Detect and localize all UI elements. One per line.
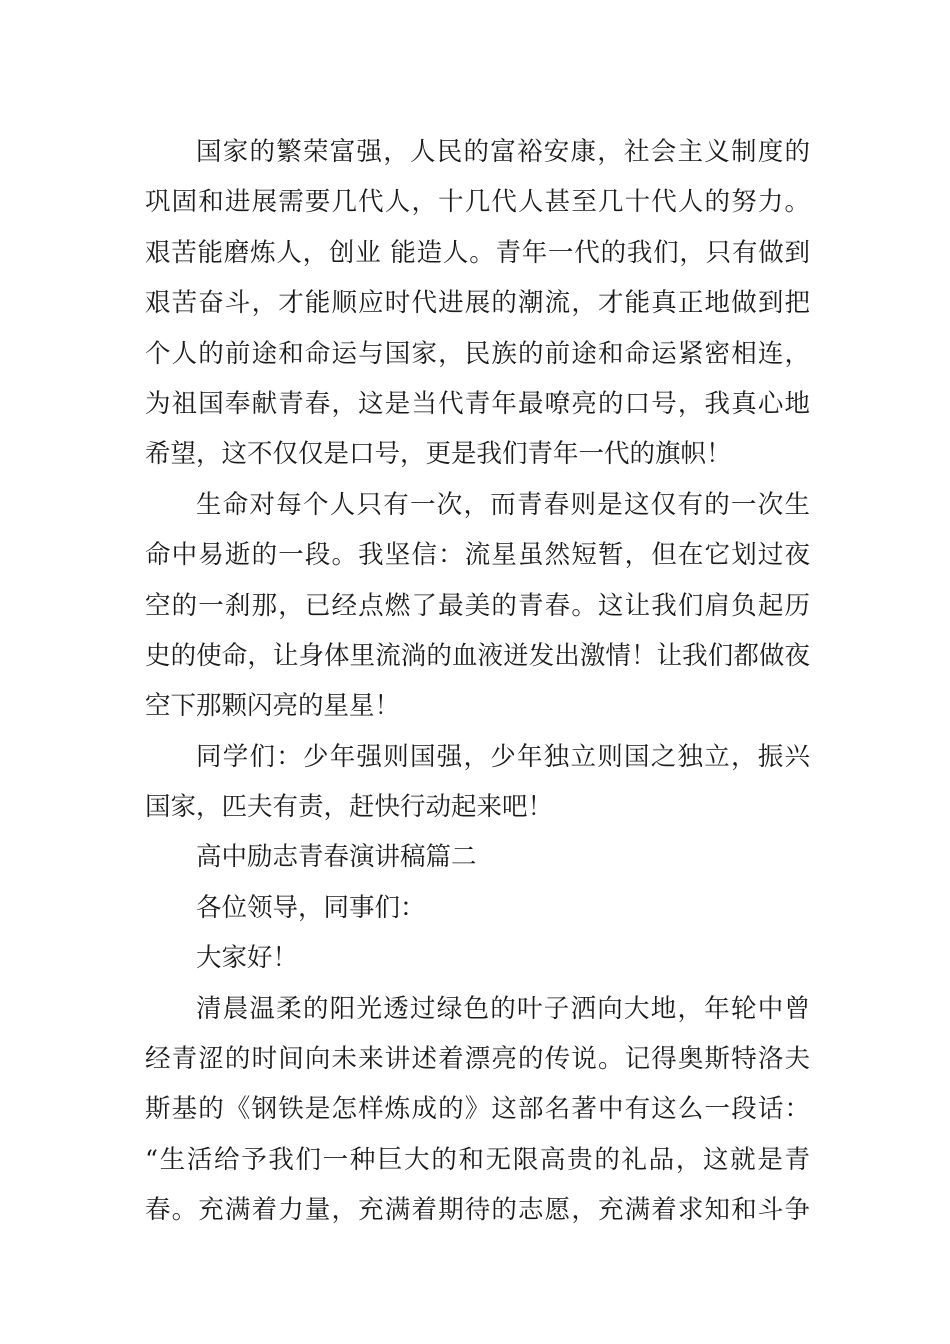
text-line: 史的使命，让身体里流淌的血液迸发出激情！让我们都做夜 [145,640,810,671]
text-line: 国家，匹夫有责，赶快行动起来吧！ [145,792,554,823]
text-line: 清晨温柔的阳光透过绿色的叶子洒向大地，年轮中曾 [196,993,810,1024]
text-line: 各位领导，同事们： [196,892,426,923]
text-line: 经青涩的时间向未来讲述着漂亮的传说。记得奥斯特洛夫 [145,1044,810,1075]
text-line: 生命对每个人只有一次，而青春则是这仅有的一次生 [196,489,810,520]
text-line: 春。充满着力量，充满着期待的志愿，充满着求知和斗争 [145,1195,810,1226]
text-line: 高中励志青春演讲稿篇二 [196,842,477,873]
text-line: 空的一刹那，已经点燃了最美的青春。这让我们肩负起历 [145,590,810,621]
text-line: 个人的前途和命运与国家，民族的前途和命运紧密相连， [145,338,810,369]
text-line: 希望，这不仅仅是口号，更是我们青年一代的旗帜！ [145,439,732,470]
text-line: 命中易逝的一段。我坚信：流星虽然短暂，但在它划过夜 [145,540,810,571]
text-line: 同学们：少年强则国强，少年独立则国之独立，振兴 [196,741,810,772]
text-line: “生活给予我们一种巨大的和无限高贵的礼品，这就是青 [145,1144,810,1175]
text-line: 为祖国奉献青春，这是当代青年最嘹亮的口号，我真心地 [145,388,810,419]
text-line: 空下那颗闪亮的星星！ [145,691,401,722]
text-line: 大家好！ [196,943,299,974]
text-line: 艰苦奋斗，才能顺应时代进展的潮流，才能真正地做到把 [145,288,810,319]
text-line: 国家的繁荣富强，人民的富裕安康，社会主义制度的 [196,137,810,167]
text-line: 斯基的《钢铁是怎样炼成的》这部名著中有这么一段话： [145,1094,810,1125]
text-line: 巩固和进展需要几代人，十几代人甚至几十代人的努力。 [145,187,810,218]
document-body [145,127,810,1236]
text-line: 艰苦能磨炼人，创业 能造人。青年一代的我们，只有做到 [145,237,810,268]
